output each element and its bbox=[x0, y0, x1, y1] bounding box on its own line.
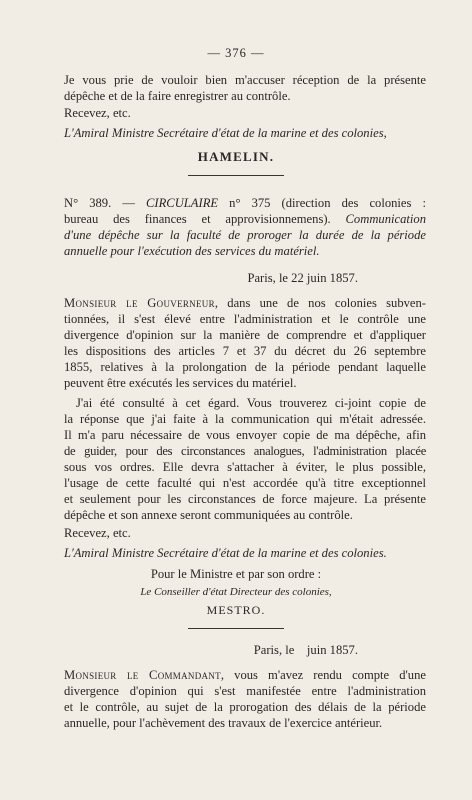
counsellor-title: Le Conseiller d'état Directeur des colonies, bbox=[140, 586, 332, 598]
circular-closing: Recevez, etc. bbox=[64, 526, 131, 540]
for-minister-line: Pour le Ministre et par son ordre : bbox=[150, 567, 322, 581]
p2-line-1: J'ai été consulté à cet égard. Vous trouverez ci-joint copie de bbox=[76, 396, 426, 410]
p1-line-1: Monsieur le Gouverneur, dans une de nos colonies subven- bbox=[64, 296, 427, 310]
annex-line-3: et le contrôle, au sujet de la prorogation des délais de la période bbox=[64, 700, 426, 714]
annex-line-4: annuelle, pour l'achèvement des travaux de l'exercice antérieur. bbox=[64, 716, 383, 730]
circular-heading-line-2: bureau des finances et approvisionnemens). Communication bbox=[64, 212, 426, 226]
top-closing: Recevez, etc. bbox=[64, 106, 131, 120]
p2-line-7: et seulement pour les circonstances de force majeure. La présente bbox=[64, 492, 426, 506]
p2-line-5: sous vos ordres. Elle devra s'attacher à éviter, le plus possible, bbox=[64, 460, 426, 474]
p2-line-4: de guider, pour des circonstances analogues, l'administration placée bbox=[64, 444, 426, 458]
p1-line-6: peuvent être exécutés les services du matériel. bbox=[64, 376, 297, 390]
p2-line-8: dépêche et son annexe seront communiquées au contrôle. bbox=[64, 508, 353, 522]
circular-signatory-title: L'Amiral Ministre Secrétaire d'état de la marine et des colonies. bbox=[64, 546, 387, 560]
top-line-2: dépêche et de la faire enregistrer au contrôle. bbox=[64, 89, 291, 103]
circular-date: Paris, le 22 juin 1857. bbox=[247, 271, 358, 285]
page-number: — 376 — bbox=[207, 46, 265, 60]
circular-heading-line-3: d'une dépêche sur la faculté de proroger la durée de la période bbox=[64, 228, 426, 242]
annex-line-2: divergence d'opinion qui s'est manifestée entre l'administration bbox=[64, 684, 426, 698]
p2-line-3: Il m'a paru nécessaire de vous envoyer copie de ma dépêche, afin bbox=[64, 428, 426, 442]
top-line-1: Je vous prie de vouloir bien m'accuser réception de la présente bbox=[64, 73, 426, 87]
top-signatory-title: L'Amiral Ministre Secrétaire d'état de la marine et des colonies, bbox=[64, 126, 387, 140]
p2-line-6: l'usage de cette faculté qui n'est accordée qu'à titre exceptionnel bbox=[64, 476, 426, 490]
separator-rule bbox=[188, 175, 284, 176]
top-signatory-name: HAMELIN. bbox=[197, 149, 275, 164]
annex-date: Paris, le juin 1857. bbox=[253, 643, 358, 657]
circular-heading-line-1: N° 389. — CIRCULAIRE n° 375 (direction des colonies : bbox=[64, 196, 426, 210]
p1-line-5: 1855, relatives à la prolongation de la période pendant laquelle bbox=[64, 360, 426, 374]
p1-line-3: divergence d'opinion sur la manière de comprendre et d'appliquer bbox=[64, 328, 426, 342]
p1-line-2: tionnées, il s'est élevé entre l'administration et le contrôle une bbox=[64, 312, 426, 326]
annex-line-1: Monsieur le Commandant, vous m'avez rendu compte d'une bbox=[64, 668, 426, 682]
p2-line-2: la réponse que j'ai faite à la communication qui m'était adressée. bbox=[64, 412, 426, 426]
counsellor-name: MESTRO. bbox=[206, 603, 266, 617]
circular-heading-line-4: annuelle pour l'exécution des services du matériel. bbox=[64, 244, 320, 258]
separator-rule-2 bbox=[188, 628, 284, 629]
p1-line-4: les dispositions des articles 7 et 37 du décret du 26 septembre bbox=[64, 344, 426, 358]
